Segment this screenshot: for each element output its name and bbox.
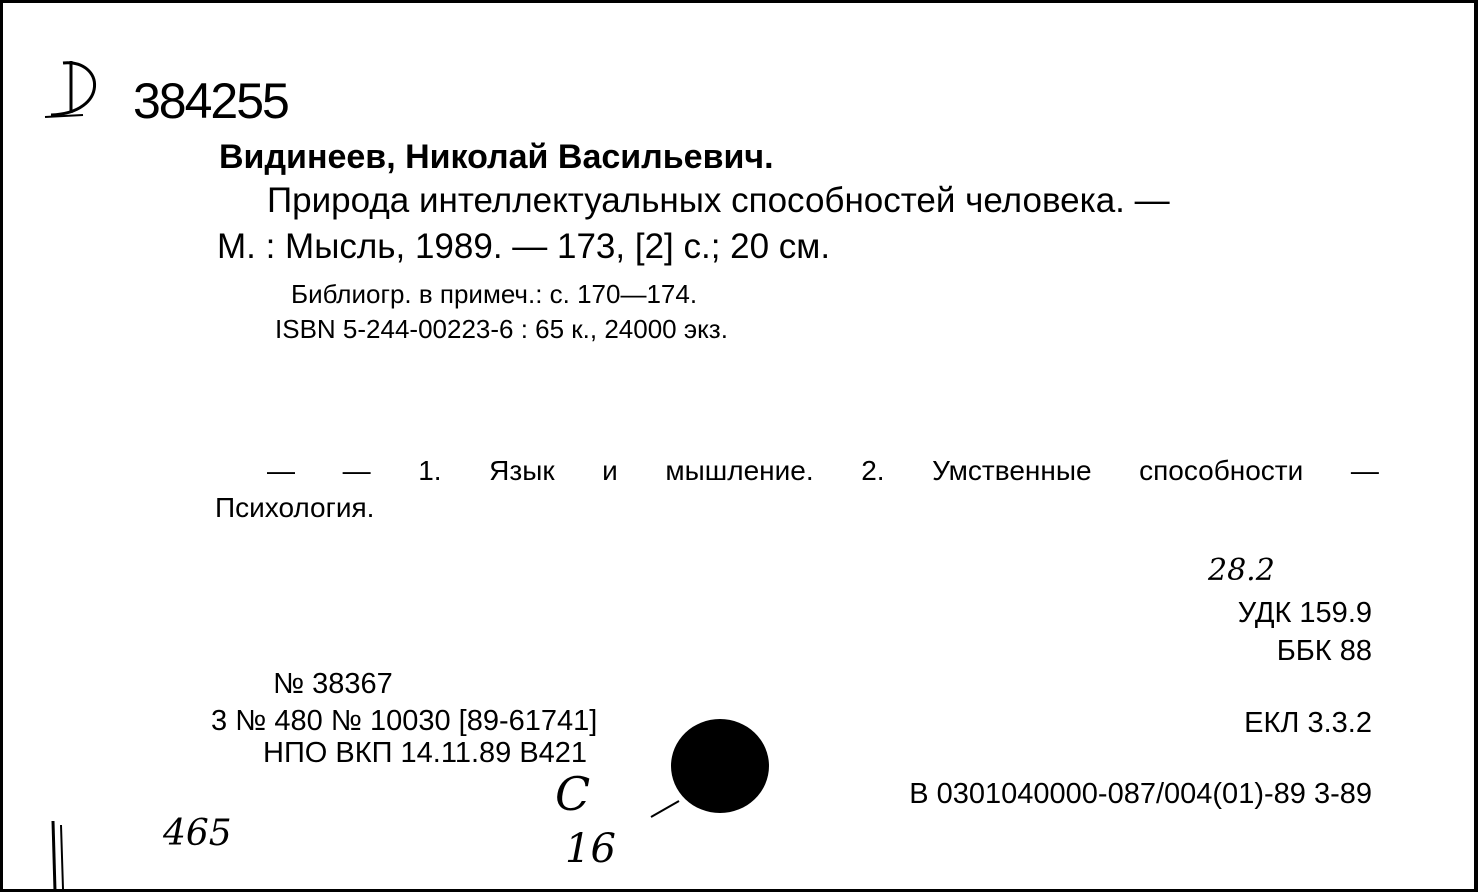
imprint-line: М. : Мысль, 1989. — 173, [2] с.; 20 см. bbox=[217, 227, 831, 266]
edge-mark bbox=[47, 821, 71, 891]
order-line: 3 № 480 № 10030 [89-61741] bbox=[211, 705, 598, 737]
isbn-line: ISBN 5-244-00223-6 : 65 к., 24000 экз. bbox=[275, 314, 728, 344]
subject-word: 2. bbox=[861, 455, 885, 486]
subject-headings-continued: Психология. bbox=[215, 492, 375, 523]
handwritten-mark: 465 bbox=[163, 813, 232, 854]
title-line: Природа интеллектуальных способностей человека. — bbox=[267, 181, 1170, 220]
subject-word: 1. bbox=[418, 455, 442, 486]
pen-stroke bbox=[643, 799, 683, 829]
bibliography-note: Библиогр. в примеч.: с. 170—174. bbox=[291, 279, 698, 309]
print-line: НПО ВКП 14.11.89 В421 bbox=[263, 737, 588, 769]
card-number: № 38367 bbox=[273, 668, 393, 700]
udk-code: УДК 159.9 bbox=[1237, 597, 1372, 629]
subject-word: — bbox=[342, 455, 371, 486]
subject-word: способности bbox=[1139, 455, 1304, 486]
subject-word: и bbox=[602, 455, 618, 486]
stamp-number: 384255 bbox=[133, 73, 288, 129]
handwritten-mark: С bbox=[555, 767, 591, 821]
author-heading: Видинеев, Николай Васильевич. bbox=[219, 138, 774, 176]
subject-word: — bbox=[1350, 455, 1379, 486]
subject-word: Умственные bbox=[932, 455, 1092, 486]
ekl-code: ЕКЛ 3.3.2 bbox=[1244, 707, 1372, 739]
subject-word: мышление. bbox=[665, 455, 814, 486]
punch-hole bbox=[671, 719, 769, 813]
subject-word: Язык bbox=[489, 455, 555, 486]
edition-code: В 0301040000-087/004(01)-89 3-89 bbox=[909, 778, 1372, 810]
subject-word: — bbox=[267, 455, 295, 486]
d-stamp-logo bbox=[43, 55, 123, 121]
handwritten-class-number: 28.2 bbox=[1208, 553, 1275, 588]
handwritten-mark: 16 bbox=[565, 826, 616, 872]
subject-headings bbox=[267, 457, 1379, 485]
bbk-code: ББК 88 bbox=[1276, 635, 1372, 667]
